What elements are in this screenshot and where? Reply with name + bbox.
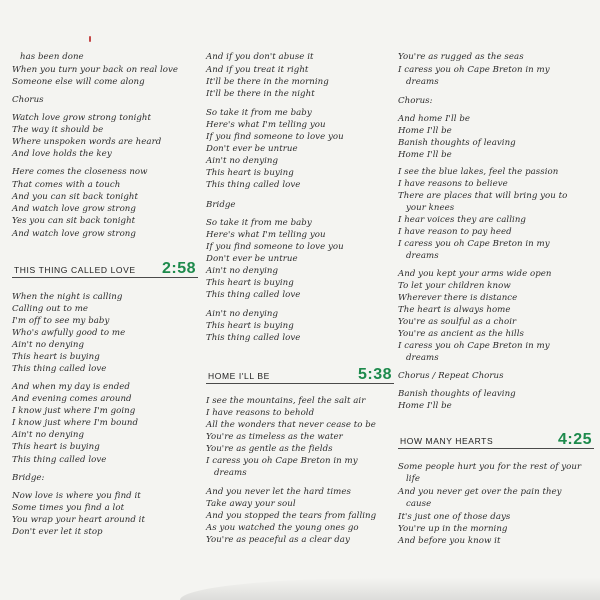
lyric-line: If you find someone to love you bbox=[206, 242, 344, 252]
lyric-line: I caress you oh Cape Breton in my bbox=[398, 65, 550, 75]
lyric-line: Now love is where you find it bbox=[12, 491, 141, 501]
lyric-line: This thing called love bbox=[12, 364, 107, 374]
lyric-line: When the night is calling bbox=[12, 292, 123, 302]
lyric-line: Ain't no denying bbox=[206, 156, 279, 166]
lyric-line: And evening comes around bbox=[12, 394, 132, 404]
lyric-line: Don't ever let it stop bbox=[12, 527, 103, 537]
lyric-line: And when my day is ended bbox=[12, 382, 130, 392]
lyric-line: Ain't no denying bbox=[206, 309, 279, 319]
lyric-line: Ain't no denying bbox=[12, 430, 85, 440]
lyric-line: Here's what I'm telling you bbox=[206, 120, 326, 130]
page-wear-shadow bbox=[180, 578, 600, 600]
lyric-line: And watch love grow strong bbox=[12, 229, 136, 239]
lyric-line: Ain't no denying bbox=[12, 340, 85, 350]
lyric-line: The way it should be bbox=[12, 125, 104, 135]
lyric-line: You're as ancient as the hills bbox=[398, 329, 524, 339]
lyric-line: This thing called love bbox=[206, 333, 301, 343]
lyric-line: I'm off to see my baby bbox=[12, 316, 110, 326]
lyric-line: I have reasons to believe bbox=[398, 179, 508, 189]
lyric-line: You're as rugged as the seas bbox=[398, 52, 524, 62]
section-label-chorus: Chorus bbox=[12, 95, 44, 105]
lyric-line: I know just where I'm going bbox=[12, 406, 136, 416]
lyric-line: dreams bbox=[406, 77, 439, 87]
lyric-line: This thing called love bbox=[12, 455, 107, 465]
lyric-line: Banish thoughts of leaving bbox=[398, 138, 516, 148]
lyric-line: And watch love grow strong bbox=[12, 204, 136, 214]
lyric-line: And home I'll be bbox=[398, 114, 471, 124]
lyric-line: Banish thoughts of leaving bbox=[398, 389, 516, 399]
lyric-line: Some times you find a lot bbox=[12, 503, 125, 513]
song-title: HOW MANY HEARTS bbox=[400, 436, 494, 446]
lyric-line: And you never let the hard times bbox=[206, 487, 351, 497]
lyric-line: It's just one of those days bbox=[398, 512, 511, 522]
lyric-line: Who's awfully good to me bbox=[12, 328, 126, 338]
section-label-chorus: Chorus: bbox=[398, 96, 433, 106]
song-title-bar bbox=[398, 432, 594, 449]
lyric-line: I see the blue lakes, feel the passion bbox=[398, 167, 559, 177]
song-duration: 5:38 bbox=[357, 366, 392, 383]
lyric-line: And you never get over the pain they bbox=[398, 487, 562, 497]
lyric-line: I know just where I'm bound bbox=[12, 418, 139, 428]
lyric-line: life bbox=[406, 474, 420, 484]
lyric-line: cause bbox=[406, 499, 432, 509]
lyric-line: And love holds the key bbox=[12, 149, 112, 159]
lyric-line: If you find someone to love you bbox=[206, 132, 344, 142]
lyric-line: And you kept your arms wide open bbox=[398, 269, 552, 279]
lyric-line: Wherever there is distance bbox=[398, 293, 518, 303]
song-duration: 4:25 bbox=[557, 431, 592, 448]
lyric-line: This heart is buying bbox=[12, 442, 100, 452]
lyric-line: Here comes the closeness now bbox=[12, 167, 148, 177]
song-title: HOME I'LL BE bbox=[208, 371, 270, 381]
lyric-line: You're as peaceful as a clear day bbox=[206, 535, 350, 545]
lyric-line: You're as timeless as the water bbox=[206, 432, 343, 442]
lyric-line: I have reason to pay heed bbox=[398, 227, 512, 237]
lyric-line: This thing called love bbox=[206, 290, 301, 300]
lyric-line: I hear voices they are calling bbox=[398, 215, 526, 225]
lyric-line: Yes you can sit back tonight bbox=[12, 216, 136, 226]
lyric-line: Take away your soul bbox=[206, 499, 296, 509]
lyric-line: Calling out to me bbox=[12, 304, 89, 314]
song-title: THIS THING CALLED LOVE bbox=[14, 265, 136, 275]
lyric-line: dreams bbox=[406, 251, 439, 261]
lyric-line: Home I'll be bbox=[398, 150, 452, 160]
lyric-line: Home I'll be bbox=[398, 126, 452, 136]
lyric-line: This heart is buying bbox=[12, 352, 100, 362]
lyric-line: And you stopped the tears from falling bbox=[206, 511, 377, 521]
lyric-line: Don't ever be untrue bbox=[206, 144, 298, 154]
lyric-line: You wrap your heart around it bbox=[12, 515, 145, 525]
lyric-line: This heart is buying bbox=[206, 321, 294, 331]
lyric-line: It'll be there in the morning bbox=[206, 77, 329, 87]
lyric-line: So take it from me baby bbox=[206, 108, 312, 118]
lyric-line: I caress you oh Cape Breton in my bbox=[398, 239, 550, 249]
lyric-line: The heart is always home bbox=[398, 305, 511, 315]
lyric-line: dreams bbox=[214, 468, 247, 478]
lyric-line: This thing called love bbox=[206, 180, 301, 190]
section-label-bridge: Bridge bbox=[206, 200, 236, 210]
lyric-line: And you can sit back tonight bbox=[12, 192, 138, 202]
lyric-line: You're up in the morning bbox=[398, 524, 508, 534]
song-title-bar bbox=[206, 367, 394, 384]
lyric-line: Watch love grow strong tonight bbox=[12, 113, 152, 123]
lyric-line: You're as soulful as a choir bbox=[398, 317, 517, 327]
lyric-line: And before you know it bbox=[398, 536, 501, 546]
lyric-line: That comes with a touch bbox=[12, 180, 121, 190]
lyric-line: There are places that will bring you to bbox=[398, 191, 568, 201]
lyric-line: And if you don't abuse it bbox=[206, 52, 314, 62]
lyric-line: I caress you oh Cape Breton in my bbox=[206, 456, 358, 466]
lyric-line: And if you treat it right bbox=[206, 65, 309, 75]
lyric-line: Some people hurt you for the rest of your bbox=[398, 462, 582, 472]
red-pen-mark bbox=[89, 36, 91, 42]
lyric-line: As you watched the young ones go bbox=[206, 523, 359, 533]
lyric-line: This heart is buying bbox=[206, 168, 294, 178]
section-label-bridge: Bridge: bbox=[12, 473, 45, 483]
lyric-line: Here's what I'm telling you bbox=[206, 230, 326, 240]
lyric-line: your knees bbox=[406, 203, 455, 213]
lyric-line: So take it from me baby bbox=[206, 218, 312, 228]
lyric-line: You're as gentle as the fields bbox=[206, 444, 333, 454]
lyric-line: All the wonders that never cease to be bbox=[206, 420, 376, 430]
lyric-line: It'll be there in the night bbox=[206, 89, 315, 99]
lyric-line: I caress you oh Cape Breton in my bbox=[398, 341, 550, 351]
lyric-line: Home I'll be bbox=[398, 401, 452, 411]
lyric-line: Someone else will come along bbox=[12, 77, 145, 87]
section-label-repeat-chorus: Chorus / Repeat Chorus bbox=[398, 371, 504, 381]
lyric-line: Ain't no denying bbox=[206, 266, 279, 276]
song-duration: 2:58 bbox=[161, 260, 196, 277]
lyric-line: dreams bbox=[406, 353, 439, 363]
lyric-line: When you turn your back on real love bbox=[12, 65, 179, 75]
song-title-bar bbox=[12, 261, 198, 278]
lyric-line: I have reasons to behold bbox=[206, 408, 315, 418]
lyric-line: Don't ever be untrue bbox=[206, 254, 298, 264]
lyric-line: has been done bbox=[20, 52, 84, 62]
lyric-line: This heart is buying bbox=[206, 278, 294, 288]
lyric-line: To let your children know bbox=[398, 281, 511, 291]
lyric-line: I see the mountains, feel the salt air bbox=[206, 396, 366, 406]
lyric-line: Where unspoken words are heard bbox=[12, 137, 162, 147]
